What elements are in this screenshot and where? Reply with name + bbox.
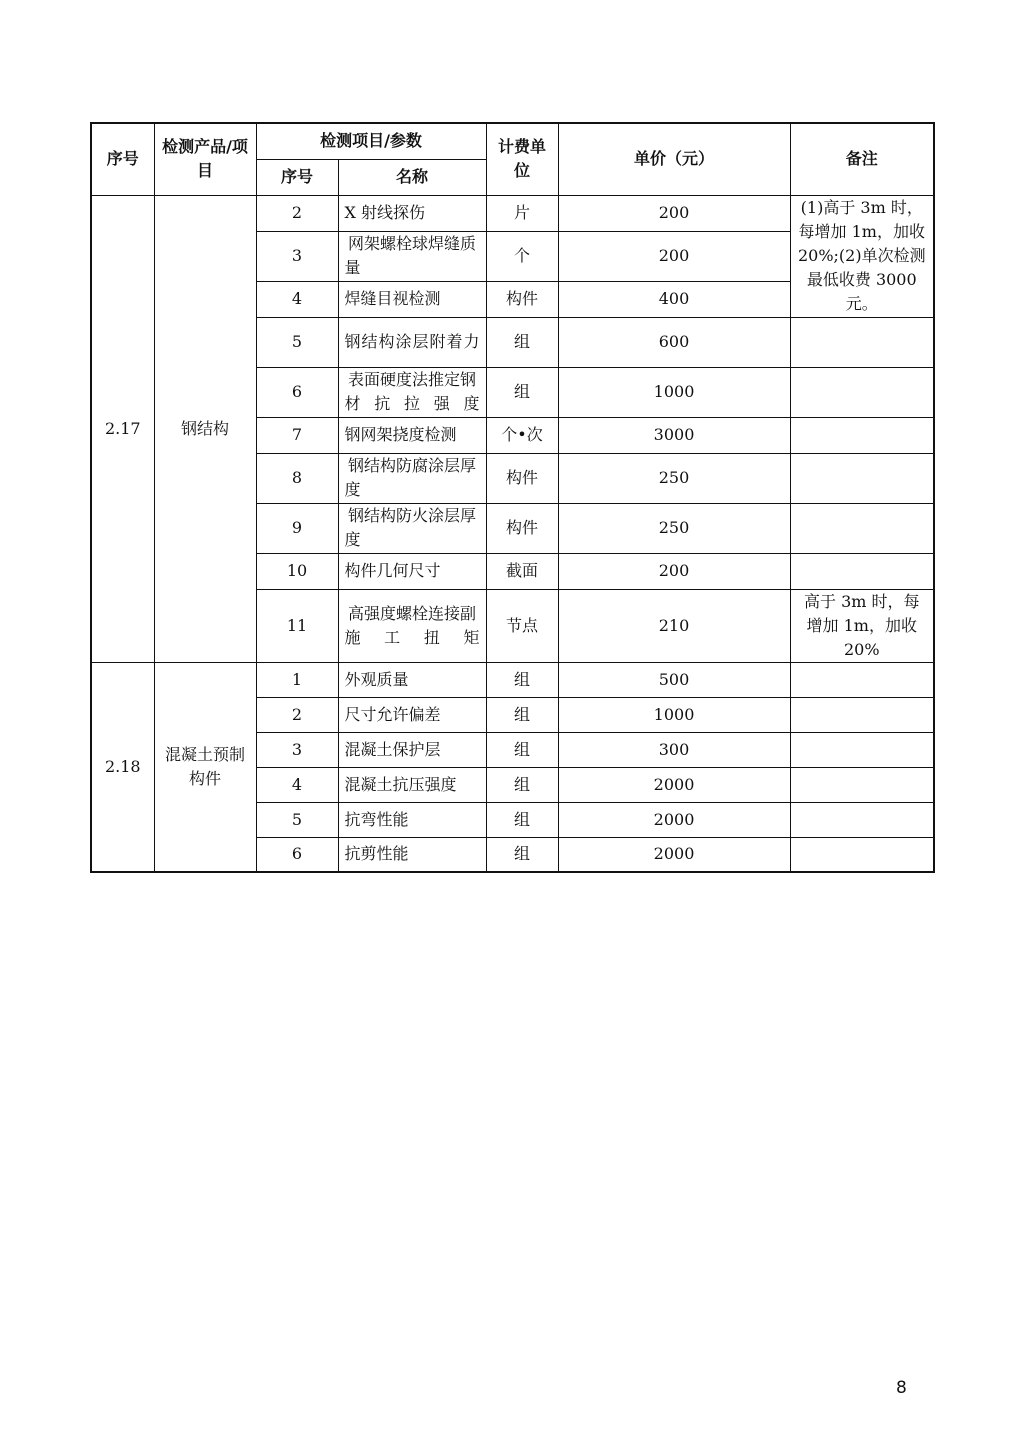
fee-table [90, 122, 935, 873]
item-name: 构件几何尺寸 [338, 553, 486, 589]
item-name: 高强度螺栓连接副施工扭矩 [338, 589, 486, 662]
item-unit: 组 [486, 317, 558, 367]
header-unit: 计费单位 [486, 123, 558, 195]
remark-cell [790, 553, 934, 589]
item-unit: 组 [486, 367, 558, 417]
item-seq: 8 [256, 453, 338, 503]
item-seq: 11 [256, 589, 338, 662]
header-sub-seq: 序号 [256, 159, 338, 195]
item-unit: 组 [486, 697, 558, 732]
item-price: 200 [558, 553, 790, 589]
item-name: 混凝土保护层 [338, 732, 486, 767]
item-price: 3000 [558, 417, 790, 453]
remark-cell [790, 802, 934, 837]
item-price: 2000 [558, 767, 790, 802]
item-unit: 个 [486, 231, 558, 281]
item-unit: 节点 [486, 589, 558, 662]
section-seq: 2.17 [91, 195, 154, 662]
item-name: 尺寸允许偏差 [338, 697, 486, 732]
remark-cell [790, 317, 934, 367]
page-number: 8 [896, 1378, 907, 1398]
remark-cell [790, 453, 934, 503]
remark-cell [790, 417, 934, 453]
item-price: 1000 [558, 367, 790, 417]
item-seq: 7 [256, 417, 338, 453]
table-row [91, 662, 934, 697]
item-price: 300 [558, 732, 790, 767]
item-seq: 6 [256, 837, 338, 872]
item-seq: 6 [256, 367, 338, 417]
item-seq: 10 [256, 553, 338, 589]
remark-cell [790, 367, 934, 417]
header-price: 单价（元） [558, 123, 790, 195]
remark-cell [790, 767, 934, 802]
item-unit: 组 [486, 837, 558, 872]
item-price: 1000 [558, 697, 790, 732]
item-name: 混凝土抗压强度 [338, 767, 486, 802]
remark-cell [790, 503, 934, 553]
item-name: 外观质量 [338, 662, 486, 697]
header-remark: 备注 [790, 123, 934, 195]
item-name: X 射线探伤 [338, 195, 486, 231]
item-unit: 截面 [486, 553, 558, 589]
remark-cell: (1)高于 3m 时，每增加 1m，加收 20%;(2)单次检测最低收费 3000 元。 [790, 195, 934, 317]
item-seq: 4 [256, 767, 338, 802]
item-seq: 4 [256, 281, 338, 317]
remark-cell [790, 662, 934, 697]
section-product: 混凝土预制构件 [154, 662, 256, 872]
item-name: 表面硬度法推定钢材抗拉强度 [338, 367, 486, 417]
header-seq: 序号 [91, 123, 154, 195]
item-price: 200 [558, 231, 790, 281]
item-seq: 5 [256, 802, 338, 837]
item-price: 250 [558, 453, 790, 503]
section-product: 钢结构 [154, 195, 256, 662]
item-name: 网架螺栓球焊缝质量 [338, 231, 486, 281]
item-unit: 个•次 [486, 417, 558, 453]
item-price: 2000 [558, 837, 790, 872]
item-unit: 组 [486, 662, 558, 697]
item-name: 钢网架挠度检测 [338, 417, 486, 453]
item-price: 400 [558, 281, 790, 317]
item-name: 抗弯性能 [338, 802, 486, 837]
item-seq: 5 [256, 317, 338, 367]
item-seq: 3 [256, 732, 338, 767]
remark-cell: 高于 3m 时，每增加 1m，加收 20% [790, 589, 934, 662]
remark-cell [790, 837, 934, 872]
item-unit: 组 [486, 732, 558, 767]
item-price: 250 [558, 503, 790, 553]
item-name: 钢结构涂层附着力 [338, 317, 486, 367]
item-name: 钢结构防火涂层厚度 [338, 503, 486, 553]
item-seq: 3 [256, 231, 338, 281]
header-product: 检测产品/项目 [154, 123, 256, 195]
item-price: 210 [558, 589, 790, 662]
item-unit: 构件 [486, 503, 558, 553]
table-row [91, 195, 934, 231]
item-name: 焊缝目视检测 [338, 281, 486, 317]
item-name: 抗剪性能 [338, 837, 486, 872]
header-sub-name: 名称 [338, 159, 486, 195]
item-price: 500 [558, 662, 790, 697]
item-name: 钢结构防腐涂层厚度 [338, 453, 486, 503]
item-seq: 2 [256, 697, 338, 732]
item-price: 200 [558, 195, 790, 231]
item-unit: 组 [486, 802, 558, 837]
section-seq: 2.18 [91, 662, 154, 872]
item-seq: 1 [256, 662, 338, 697]
item-seq: 9 [256, 503, 338, 553]
item-unit: 构件 [486, 281, 558, 317]
item-price: 2000 [558, 802, 790, 837]
header-group: 检测项目/参数 [256, 123, 486, 159]
item-price: 600 [558, 317, 790, 367]
remark-cell [790, 697, 934, 732]
remark-cell [790, 732, 934, 767]
item-unit: 构件 [486, 453, 558, 503]
item-seq: 2 [256, 195, 338, 231]
item-unit: 片 [486, 195, 558, 231]
item-unit: 组 [486, 767, 558, 802]
